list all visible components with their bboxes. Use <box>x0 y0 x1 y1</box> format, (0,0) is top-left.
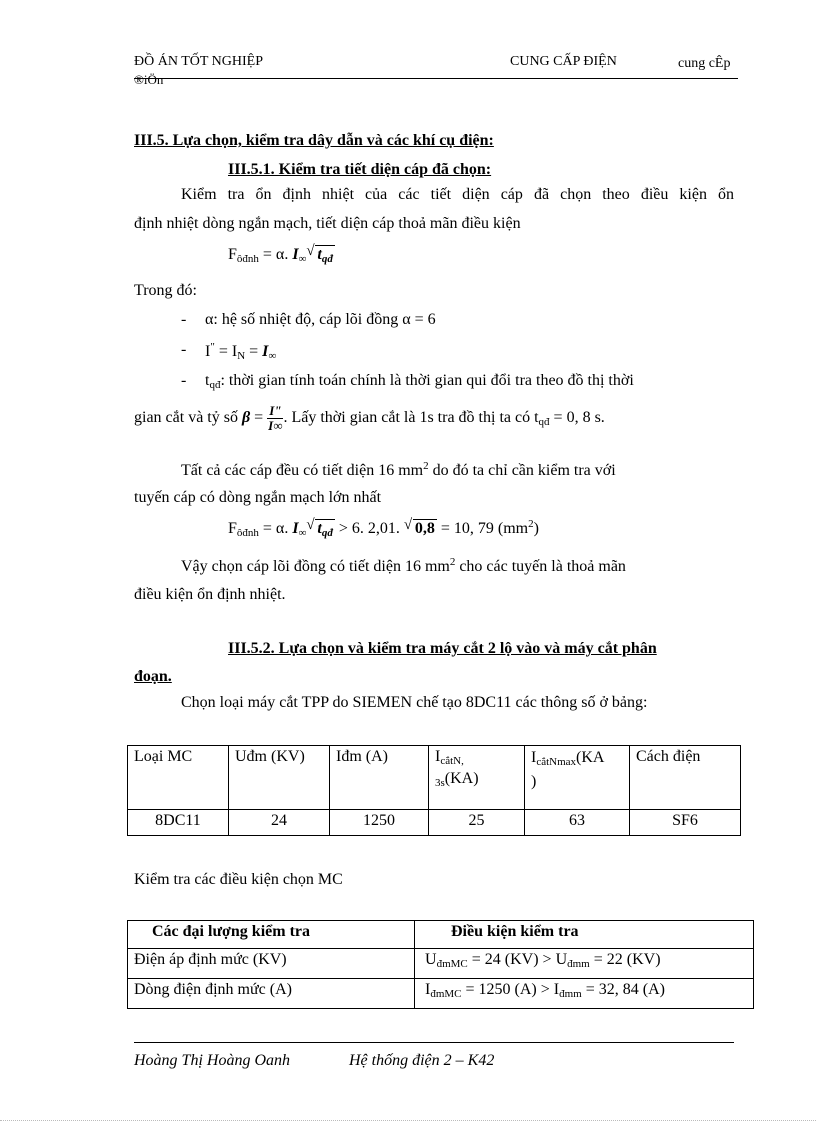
para3-line1: Vậy chọn cáp lõi đồng có tiết diện 16 $mm^2$ cho các tuyến là thoả mãn <box>181 556 626 575</box>
trong-do-label: Trong đó: <box>134 282 197 299</box>
formula2: $F_{ôđnh} = \alpha$. $I_\infty√$ $t_{qđ} > 6$. 2,01. √ 0,8 = 10, 79 $(mm^2)$ <box>228 518 539 539</box>
table-cell: 8DC11 <box>128 810 229 836</box>
table-row <box>128 949 754 979</box>
header-overflow: ®iÖn <box>134 72 164 87</box>
header-left: ĐỒ ÁN TỐT NGHIỆP <box>134 54 263 69</box>
para4: Chọn loại máy cắt TPP do SIEMEN chế tạo 8DC11 các thông số ở bảng: <box>181 694 648 711</box>
table-header-cell: $I_{cắtN,}$ $_{3s}$(KA) <box>429 746 525 810</box>
table-header-cell: Cách điện <box>630 746 741 810</box>
section-title: III.5. Lựa chọn, kiểm tra dây dẫn và các khí cụ điện: <box>134 132 494 149</box>
footer-course: Hệ thống điện 2 – K42 <box>349 1052 495 1069</box>
subsection2-title-line1: III.5.2. Lựa chọn và kiểm tra máy cắt 2 lộ vào và máy cắt phân <box>228 640 657 657</box>
table-cell: SF6 <box>630 810 741 836</box>
subsection1-title: III.5.1. Kiểm tra tiết diện cáp đã chọn: <box>228 161 492 178</box>
table-mc-check <box>127 920 754 1009</box>
table-header-cell: Điều kiện kiểm tra <box>415 921 754 949</box>
bullet-dash-3: - <box>181 372 187 389</box>
bullet-1: α: hệ số nhiệt độ, cáp lõi đồng α = 6 <box>205 311 436 328</box>
table-cell: 63 <box>525 810 630 836</box>
para2-line1: Tất cả các cáp đều có tiết diện 16 $mm^2$ do đó ta chỉ cần kiểm tra với <box>181 460 616 479</box>
table-header-cell: Loại MC <box>128 746 229 810</box>
bullet-dash-2: - <box>181 341 187 358</box>
formula1: $F_{ôđnh} = \alpha$. $I_\infty√$ $t_{qđ}$ <box>228 245 335 265</box>
table-cell: Dòng điện định mức (A) <box>128 979 415 1009</box>
table-mc-specs <box>127 745 741 836</box>
table-cell: Điện áp định mức (KV) <box>128 949 415 979</box>
page-bottom-dotted <box>0 1120 816 1122</box>
table-row <box>128 810 741 836</box>
bullet-dash-1: - <box>181 311 187 328</box>
table-cell: $U_{đmMC} = 24$ $(KV) > U_{đmm} = 22$ (KV) <box>415 949 754 979</box>
table-header-cell: Uđm (KV) <box>229 746 330 810</box>
table-header-cell: Iđm (A) <box>330 746 429 810</box>
header-right: cung cÊp <box>678 56 731 71</box>
table-cell: $I_{đmMC} = 1250$ $(A) > I_{đmm} = 32$, 84 (A) <box>415 979 754 1009</box>
table-cell: 1250 <box>330 810 429 836</box>
header-rule <box>134 78 738 79</box>
table-row <box>128 979 754 1009</box>
table-header-cell: $I_{cắtNmax}(KA$ ) <box>525 746 630 810</box>
line-beta: gian cắt và tỷ số β = $\frac{I"}{I\infty}$ . Lấy thời gian cắt là 1s tra đồ thị ta có $t_{qđ} = 0$, 8 s. <box>134 403 605 433</box>
header-center: CUNG CẤP ĐIỆN <box>510 54 617 69</box>
subsection2-title-line2: đoạn. <box>134 668 172 685</box>
table-header-row <box>128 746 741 810</box>
table-cell: 24 <box>229 810 330 836</box>
footer-author: Hoàng Thị Hoàng Oanh <box>134 1052 291 1069</box>
table-header-cell: Các đại lượng kiểm tra <box>128 921 415 949</box>
footer-rule <box>134 1042 734 1043</box>
table-cell: 25 <box>429 810 525 836</box>
bullet-3: $t_{qđ}$: thời gian tính toán chính là thời gian qui đổi tra theo đồ thị thời <box>205 372 634 391</box>
table-header-row <box>128 921 754 949</box>
bullet-2: $I^" = I_N = I_\infty$ <box>205 341 277 362</box>
para2-line2: tuyến cáp có dòng ngắn mạch lớn nhất <box>134 489 382 506</box>
para3-line2: điều kiện ổn định nhiệt. <box>134 586 286 603</box>
para5: Kiểm tra các điều kiện chọn MC <box>134 871 343 888</box>
para1-line1: Kiểm tra ổn định nhiệt của các tiết diện cáp đã chọn theo điều kiện ổn <box>181 186 734 203</box>
para1-line2: định nhiệt dòng ngắn mạch, tiết diện cáp thoả mãn điều kiện <box>134 215 521 232</box>
